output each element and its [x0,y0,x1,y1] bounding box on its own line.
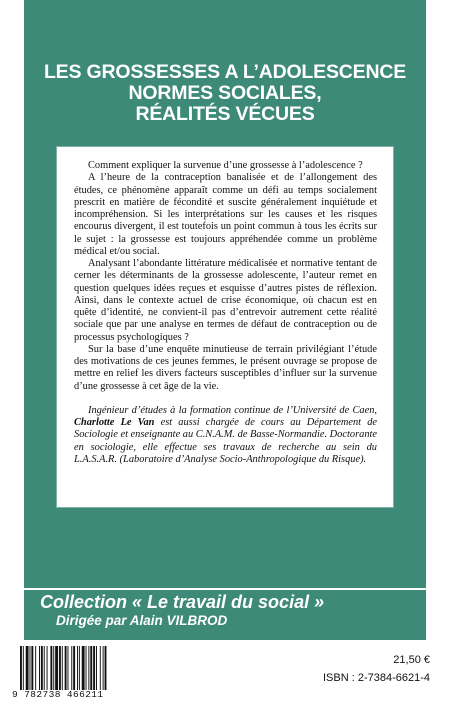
title-line-1: LES GROSSESSES A L’ADOLESCENCE [43,61,407,83]
barcode-bar [86,646,87,690]
collection-title: Collection « Le travail du social » [40,592,325,612]
barcode-bar [77,646,78,690]
author-bio-intro: Ingénieur d’études à la formation continue de l’Université de Caen, [88,404,377,416]
author-name: Charlotte Le Van [74,417,155,428]
title-line-3: RÉALITÉS VÉCUES [135,103,315,125]
barcode-bar [26,646,29,690]
barcode-bar [82,646,85,690]
barcode-bar [71,646,72,690]
barcode-bar [39,646,40,690]
barcode-bar [23,646,24,690]
barcode-bar [20,646,22,690]
barcode-bar [93,646,95,690]
author-bio [74,405,377,466]
barcode-bar [68,646,69,690]
barcode-bar [65,646,67,690]
barcode-bar [105,646,107,690]
barcode-bar [103,646,104,690]
barcode-bar [62,646,63,690]
barcode-bar [59,646,61,690]
barcode-bar [55,646,58,690]
barcode-bar [53,646,54,690]
barcode-bar [88,646,89,690]
blurb-paragraph-1: Comment expliquer la survenue d’une grossesse à l’adolescence ? [88,160,363,171]
blurb-paragraph-4: Sur la base d’une enquête minutieuse de terrain privilégiant l’étude des motivations de ces jeunes femmes, le présent ouvrage se propose de mettre en relief les divers facteurs susceptibles d’influer sur la survenue d’une grossesse à cet âge de la vie. [74,343,377,392]
barcode-bar [73,646,75,690]
title-line-2: NORMES SOCIALES, [128,82,322,104]
barcode-icon [18,646,138,690]
collection-director: Dirigée par Alain VILBROD [56,613,228,628]
barcode-bar [35,646,36,690]
author-bio-rest: est aussi chargée de cours au Département de Sociologie et enseignante au C.N.A.M. de Basse-Normandie. Doctorante en sociologie, elle effectue ses travaux de recherche au sein du L.A.S.A.R. (Laboratoire d’Analyse Socio-Anthropologique du Risque). [74,417,378,465]
barcode-bar [50,646,52,690]
barcode-bar [47,646,48,690]
book-title [24,62,426,125]
barcode-bar [41,646,43,690]
barcode-bar [31,646,33,690]
barcode-bar [96,646,97,690]
blurb-text [74,160,377,466]
blurb-paragraph-2: A l’heure de la contraception banalisée et de l’allongement des études, ce phénomène apparaît comme un défi au temps socialement prescrit en matière de fécondité et suscite généralement inquiétude et incompréhension. Si les interprétations sur les causes et les risques encourus divergent, il est toutefois un point commun à tous les écrits sur le sujet : la grossesse est toujours appréhendée comme un problème médical et/ou social. [74,172,377,257]
blurb-paragraph-3: Analysant l’abondante littérature médicalisée et normative tentant de cerner les déterminants de la grossesse adolescente, l’auteur remet en question quelques idées reçues et esquisse d’autres pistes de réflexion. Ainsi, dans le contexte actuel de crise économique, où chacun est en quête d’identité, ne convient-il pas d’entrevoir autrement cette réalité sociale que par une analyse en termes de défaut de contraception ou de processus psychologiques ? [74,258,377,343]
barcode-bar [90,646,92,690]
barcode-bar [100,646,101,690]
barcode-bar [79,646,80,690]
price: 21,50 € [393,654,430,666]
isbn: ISBN : 2-7384-6621-4 [322,672,430,684]
barcode-bar [30,646,31,690]
barcode-bar [44,646,45,690]
barcode-digits: 9 782738 466211 [12,689,104,700]
